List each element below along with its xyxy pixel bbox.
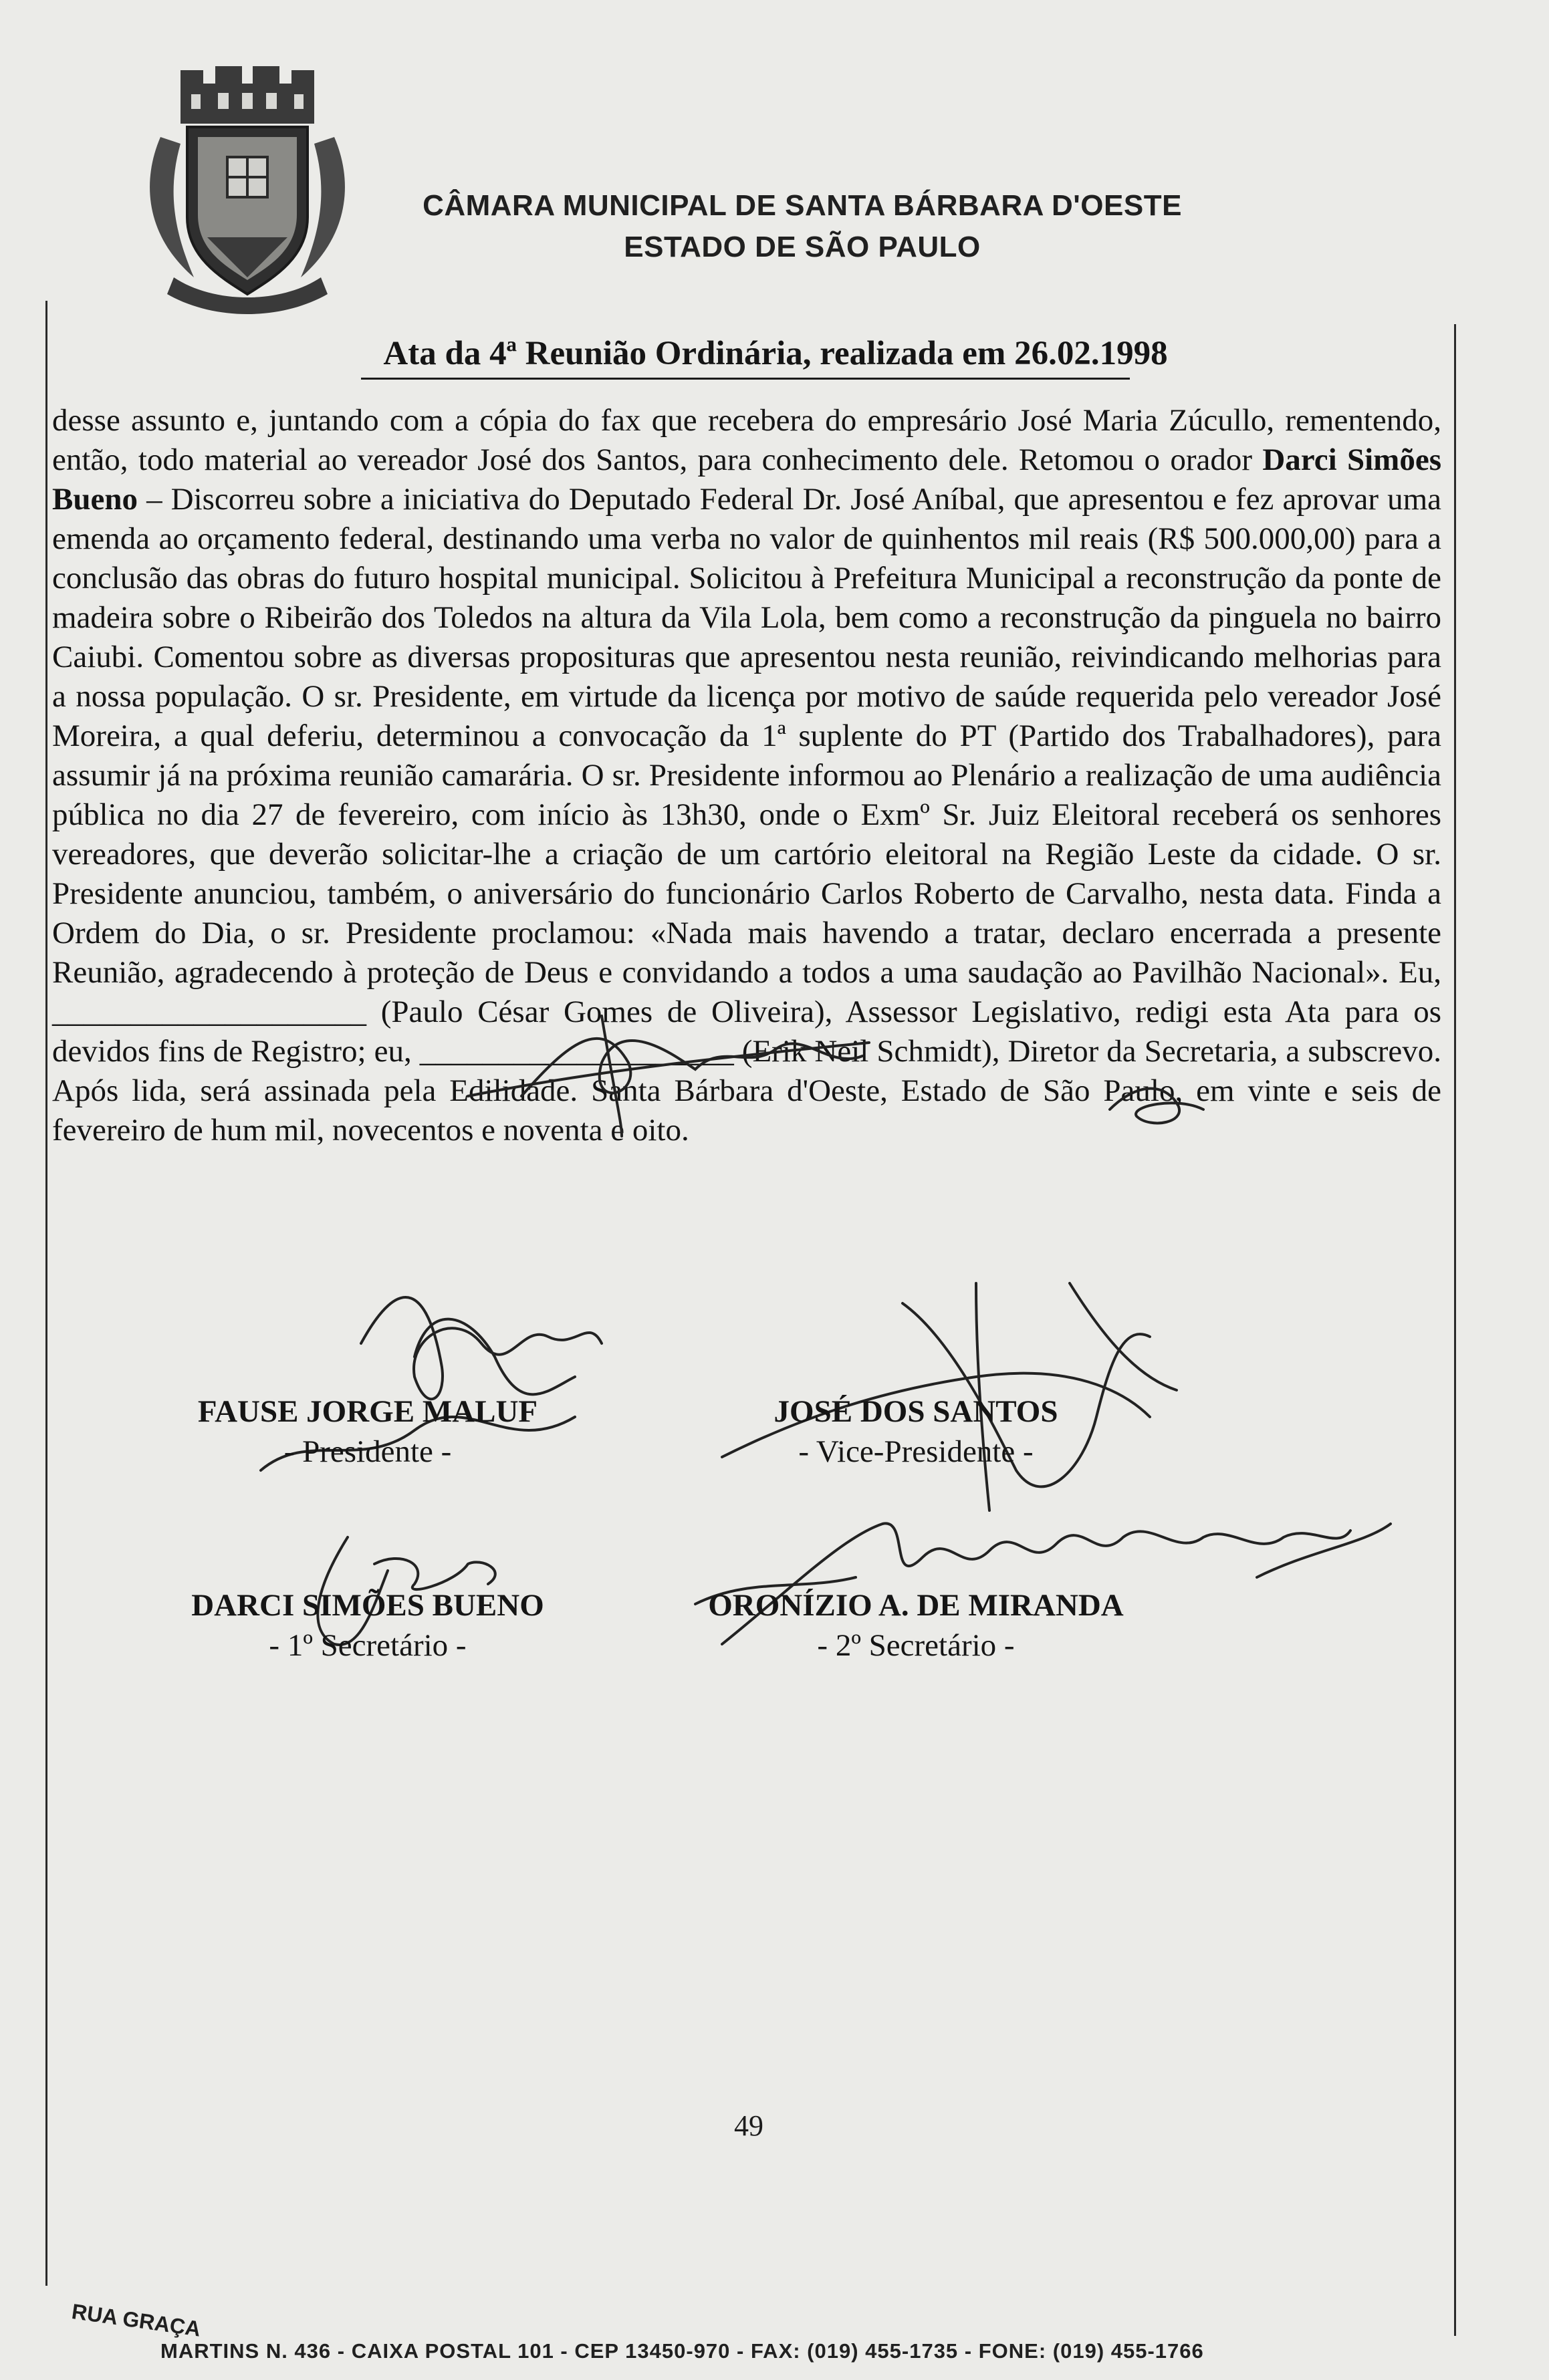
page-number: 49 — [734, 2109, 763, 2142]
speaker-name: Darci Simões Bueno — [52, 442, 1441, 517]
signatory-name: JOSÉ DOS SANTOS — [773, 1394, 1058, 1429]
header-institution: CÂMARA MUNICIPAL DE SANTA BÁRBARA D'OESTE — [423, 189, 1182, 222]
signatory-second-secretary — [682, 1587, 1150, 1664]
signatory-president — [134, 1394, 602, 1470]
signatory-role: - Vice-Presidente - — [798, 1434, 1034, 1469]
signatory-role: - 2º Secretário - — [817, 1628, 1015, 1663]
signatory-name: FAUSE JORGE MALUF — [197, 1394, 538, 1429]
signatory-first-secretary — [134, 1587, 602, 1664]
signatory-vice-president — [682, 1394, 1150, 1470]
signatory-name: ORONÍZIO A. DE MIRANDA — [708, 1588, 1124, 1623]
footer-contact: MARTINS N. 436 - CAIXA POSTAL 101 - CEP 13450-970 - FAX: (019) 455-1735 - FONE: (019) 455-1766 — [160, 2339, 1204, 2363]
right-margin-rule — [1454, 324, 1456, 2336]
footer-address-lead: RUA GRAÇA — [70, 2299, 203, 2341]
signatory-name: DARCI SIMÕES BUENO — [191, 1588, 544, 1623]
minutes-title: Ata da 4ª Reunião Ordinária, realizada em 26.02.1998 — [383, 335, 1168, 372]
signatory-role: - Presidente - — [283, 1434, 452, 1469]
signatory-role: - 1º Secretário - — [269, 1628, 467, 1663]
header-state: ESTADO DE SÃO PAULO — [624, 231, 981, 263]
body-text-2: – Discorreu sobre a iniciativa do Deputado Federal Dr. José Aníbal, que apresentou e fez aprovar uma emenda ao orçamento federal, destinando uma verba no valor de quinhentos mil reais (R$ 500.000,00) para a conclusão das obras do futuro hospital municipal. Solicitou à Prefeitura Municipal a reconstrução da ponte de madeira sobre o Ribeirão dos Toledos na altura da Vila Lola, bem como a reconstrução da pinguela no bairro Caiubi. Comentou sobre as diversas proposituras que apresentou nesta reunião, reivindicando melhorias para a nossa população. O sr. Presidente, em virtude da licença por motivo de saúde requerida pelo vereador José Moreira, a qual deferiu, determinou a convocação da 1ª suplente do PT (Partido dos Trabalhadores), para assumir já na próxima reunião camarária. O sr. Presidente informou ao Plenário a realização de uma audiência pública no dia 27 de fevereiro, com início às 13h30, onde o Exmº Sr. Juiz Eleitoral receberá os senhores vereadores, que deverão solicitar-lhe a criação de um cartório eleitoral na Região Leste da cidade. O sr. Presidente anunciou, também, o aniversário do funcionário Carlos Roberto de Carvalho, nesta data. Finda a Ordem do Dia, o sr. Presidente proclamou: «Nada mais havendo a tratar, declaro encerrada a presente Reunião, agradecendo à proteção de Deus e convidando a todos a uma saudação ao Pavilhão Nacional». Eu, ____________________ (Paulo César Gomes de Oliveira), Assessor Legislativo, redigi esta Ata para os devidos fins de Registro; eu, ____________________ (Erik Neil Schmidt), Diretor da Secretaria, a subscrevo. Após lida, será assinada pela Edilidade. Santa Bárbara d'Oeste, Estado de São Paulo, em vinte e seis de fevereiro de hum mil, novecentos e noventa e oito. — [52, 482, 1441, 1148]
title-underline — [361, 378, 1130, 380]
body-text-1: desse assunto e, juntando com a cópia do fax que recebera do empresário José Maria Zúcullo, rementendo, então, todo material ao vereador José dos Santos, para conhecimento dele. Retomou o orador — [52, 403, 1441, 477]
minutes-body — [52, 401, 1441, 1150]
left-margin-rule — [45, 301, 47, 2286]
